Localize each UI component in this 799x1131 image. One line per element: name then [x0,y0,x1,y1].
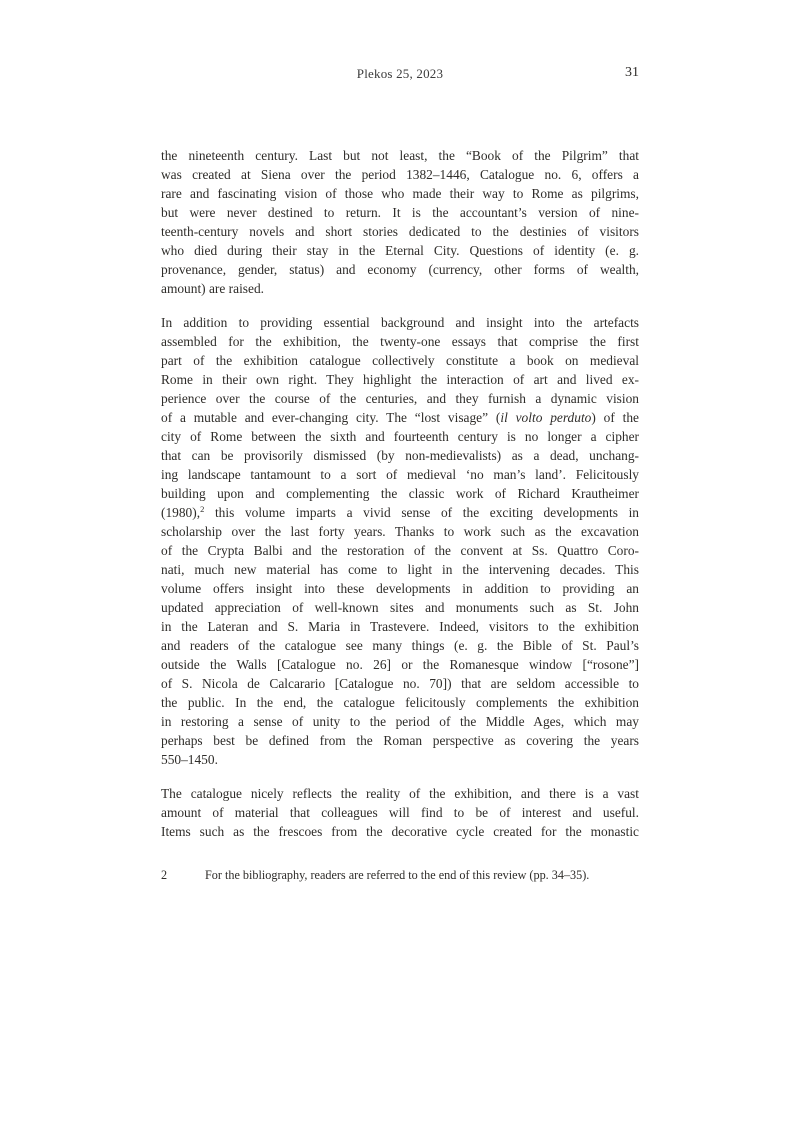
text-line [161,541,639,560]
text-segment: Items such as the frescoes from the decorative cycle created for the monastic [161,824,639,839]
footnote-number: 2 [161,868,168,882]
text-line [161,446,639,465]
footnote [161,867,639,883]
text-line [161,674,639,693]
text-segment: city of Rome between the sixth and fourteenth century is no longer a cipher [161,429,639,444]
text-segment: scholarship over the last forty years. Thanks to work such as the excavation [161,524,639,539]
text-segment: of a mutable and ever-changing city. The “lost visage” ( [161,410,501,425]
text-segment: ) of the [591,410,639,425]
text-line [161,484,639,503]
text-segment: was created at Siena over the period 1382–1446, Catalogue no. 6, offers a [161,167,639,182]
text-line [161,260,639,279]
text-segment: Rome in their own right. They highlight the interaction of art and lived ex- [161,372,639,387]
page-number: 31 [625,65,639,80]
text-line [161,503,639,522]
text-segment: rare and fascinating vision of those who made their way to Rome as pilgrims, [161,186,639,201]
text-line [161,784,639,803]
text-segment: amount) are raised. [161,281,264,296]
paragraph [161,146,639,298]
text-line [161,693,639,712]
text-segment: the public. In the end, the catalogue felicitously complements the exhibition [161,695,639,710]
text-line [161,560,639,579]
text-line [161,408,639,427]
text-line [161,803,639,822]
text-line [161,165,639,184]
text-segment: volume offers insight into these developments in addition to providing an [161,581,639,596]
text-line [161,522,639,541]
text-line [161,636,639,655]
text-segment: The catalogue nicely reflects the reality of the exhibition, and there is a vast [161,786,639,801]
text-line [161,279,639,298]
text-line [161,731,639,750]
text-line [161,389,639,408]
running-head: Plekos 25, 2023 [356,66,444,81]
text-line [161,351,639,370]
text-segment: building upon and complementing the classic work of Richard Krautheimer [161,486,639,501]
body-text [161,146,639,856]
text-segment: provenance, gender, status) and economy (currency, other forms of wealth, [161,262,639,277]
text-segment: that can be provisorily dismissed (by non-medievalists) as a dead, unchang- [161,448,639,463]
text-line [161,313,639,332]
text-segment: outside the Walls [Catalogue no. 26] or the Romanesque window [“rosone”] [161,657,639,672]
text-segment: this volume imparts a vivid sense of the exciting developments in [204,505,639,520]
italic-text: il volto perduto [500,410,592,425]
text-line [161,617,639,636]
text-line [161,370,639,389]
text-segment: of S. Nicola de Calcarario [Catalogue no. 70]) that are seldom accessible to [161,676,639,691]
text-line [161,184,639,203]
text-segment: and readers of the catalogue see many things (e. g. the Bible of St. Paul’s [161,638,639,653]
text-segment: perience over the course of the centuries, and they furnish a dynamic vision [161,391,639,406]
text-segment: In addition to providing essential background and insight into the artefacts [161,315,639,330]
text-line [161,598,639,617]
text-segment: in restoring a sense of unity to the period of the Middle Ages, which may [161,714,639,729]
text-segment: nati, much new material has come to light in the intervening decades. This [161,562,639,577]
text-segment: but were never destined to return. It is the accountant’s version of nine- [161,205,639,220]
text-segment: in the Lateran and S. Maria in Trastevere. Indeed, visitors to the exhibition [161,619,639,634]
text-line [161,241,639,260]
text-segment: perhaps best be defined from the Roman perspective as covering the years [161,733,639,748]
text-segment: who died during their stay in the Eternal City. Questions of identity (e. g. [161,243,639,258]
text-line [161,750,639,769]
text-line [161,465,639,484]
paragraph [161,784,639,841]
text-line [161,203,639,222]
text-segment: 550–1450. [161,752,218,767]
text-segment: updated appreciation of well-known sites and monuments such as St. John [161,600,639,615]
text-segment: assembled for the exhibition, the twenty-one essays that comprise the first [161,334,639,349]
page-header [161,66,639,84]
text-line [161,712,639,731]
text-line [161,222,639,241]
text-line [161,427,639,446]
text-segment: the nineteenth century. Last but not least, the “Book of the Pilgrim” that [161,148,639,163]
text-line [161,655,639,674]
text-segment: (1980), [161,505,201,520]
text-line [161,822,639,841]
text-line [161,146,639,165]
footnote-ref: 2 [200,504,205,514]
text-segment: part of the exhibition catalogue collectively constitute a book on medieval [161,353,639,368]
footnote-text: For the bibliography, readers are referred to the end of this review (pp. 34–35). [205,868,590,882]
text-segment: ing landscape tantamount to a sort of medieval ‘no man’s land’. Felicitously [161,467,639,482]
text-line [161,579,639,598]
text-segment: teenth-century novels and short stories dedicated to the destinies of visitors [161,224,639,239]
text-segment: of the Crypta Balbi and the restoration of the convent at Ss. Quattro Coro- [161,543,639,558]
text-segment: amount of material that colleagues will find to be of interest and useful. [161,805,639,820]
text-line [161,332,639,351]
paragraph [161,313,639,769]
